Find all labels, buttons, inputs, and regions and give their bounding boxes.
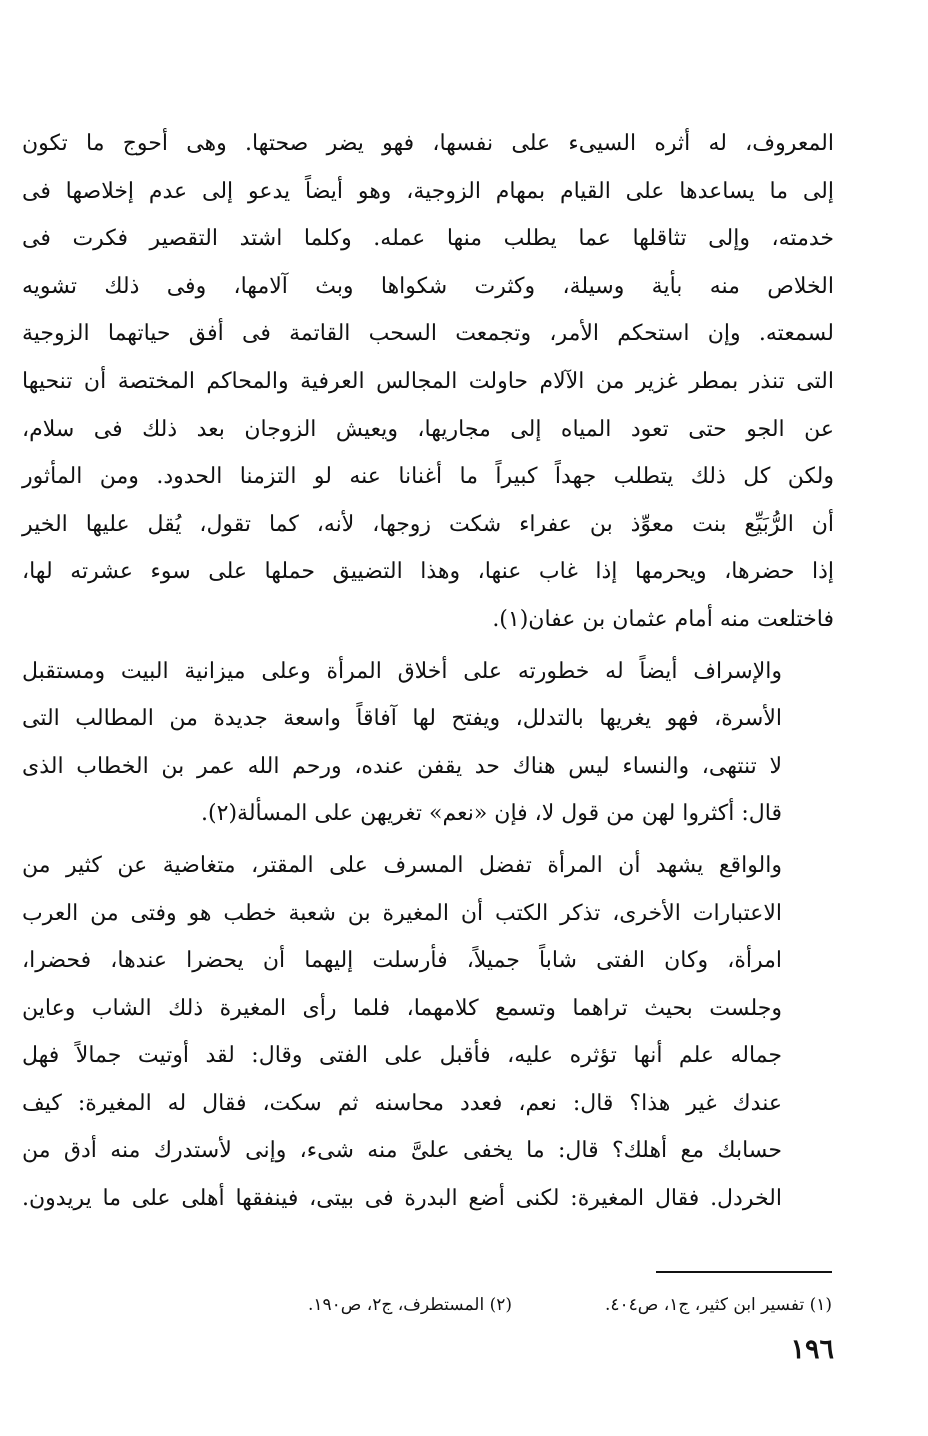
footnote-separator xyxy=(656,1271,832,1273)
text-line: قال: أكثروا لهن من قول لا، فإن «نعم» تغريهن على المسألة(٢). xyxy=(201,801,782,827)
text-line: ولكن كل ذلك يتطلب جهداً كبيراً ما أغنانا عنه لو التزمنا الحدود. ومن المأثور xyxy=(22,464,834,490)
text-line: إلى ما يساعدها على القيام بمهام الزوجية، وهو أيضاً يدعو إلى عدم إخلاصها فى xyxy=(22,178,834,204)
text-line: الخلاص منه بأية وسيلة، وكثرت شكواها وبث آلامها، وفى ذلك تشويه xyxy=(22,273,834,299)
paragraph-1 xyxy=(22,120,834,644)
text-line: لسمعته. وإن استحكم الأمر، وتجمعت السحب القاتمة فى أفق حياتهما الزوجية xyxy=(22,321,834,347)
footnote-1: (١) تفسير ابن كثير، ج١، ص٤٠٤. xyxy=(604,1295,832,1315)
text-line: عندك غير هذا؟ قال: نعم، فعدد محاسنه ثم سكت، فقال له المغيرة: كيف xyxy=(22,1090,782,1116)
text-line: عن الجو حتى تعود المياه إلى مجاريها، ويعيش الزوجان بعد ذلك فى سلام، xyxy=(22,416,834,442)
text-line: أن الرُّبَيِّع بنت معوِّذ بن عفراء شكت زوجها، لأنه، كما تقول، يُقل عليها الخير xyxy=(22,511,834,537)
page-number: ١٩٦ xyxy=(790,1334,834,1365)
text-line: خدمته، وإلى تثاقلها عما يطلب منها عمله. وكلما اشتد التقصير فكرت فى xyxy=(22,226,834,252)
text-line: الخردل. فقال المغيرة: لكنى أضع البدرة فى بيتى، فينفقها أهلى على ما يريدون. xyxy=(22,1186,782,1212)
text-line: إذا حضرها، ويحرمها إذا غاب عنها، وهذا التضييق حملها على سوء عشرته لها، xyxy=(22,559,834,585)
text-line: الاعتبارات الأخرى، تذكر الكتب أن المغيرة بن شعبة خطب هو وفتى من العرب xyxy=(22,900,782,926)
text-line: والواقع يشهد أن المرأة تفضل المسرف على المقتر، متغاضية عن كثير من xyxy=(22,852,782,878)
text-line: فاختلعت منه أمام عثمان بن عفان(١). xyxy=(492,606,834,632)
text-line: الأسرة، فهو يغريها بالتدلل، ويفتح لها آفاقاً واسعة جديدة من المطالب التى xyxy=(22,706,782,732)
text-line: امرأة، وكان الفتى شاباً جميلاً، فأرسلت إليهما أن يحضرا عندها، فحضرا، xyxy=(22,948,782,974)
text-line: التى تنذر بمطر غزير من الآلام حاولت المجالس العرفية والمحاكم المختصة أن تنحيها xyxy=(22,368,834,394)
paragraph-3 xyxy=(22,842,834,1223)
text-line: حسابك مع أهلك؟ قال: ما يخفى علىَّ منه شىء، وإنى لأستدرك منه أدق من xyxy=(22,1138,782,1164)
text-line: المعروف، له أثره السيىء على نفسها، فهو يضر صحتها. وهى أحوج ما تكون xyxy=(22,131,834,156)
text-line: جماله علم أنها تؤثره عليه، فأقبل على الفتى وقال: لقد أوتيت جمالاً فهل xyxy=(22,1043,782,1069)
body-text xyxy=(22,120,834,1223)
paragraph-2 xyxy=(22,648,834,838)
footnote-2: (٢) المستطرف، ج٢، ص١٩٠. xyxy=(307,1295,512,1315)
text-line: لا تنتهى، والنساء ليس هناك حد يقفن عنده، ورحم الله عمر بن الخطاب الذى xyxy=(22,753,782,779)
text-line: وجلست بحيث تراهما وتسمع كلامهما، فلما رأى المغيرة ذلك الشاب وعاين xyxy=(22,995,782,1021)
text-line: والإسراف أيضاً له خطورته على أخلاق المرأة وعلى ميزانية البيت ومستقبل xyxy=(22,658,782,684)
